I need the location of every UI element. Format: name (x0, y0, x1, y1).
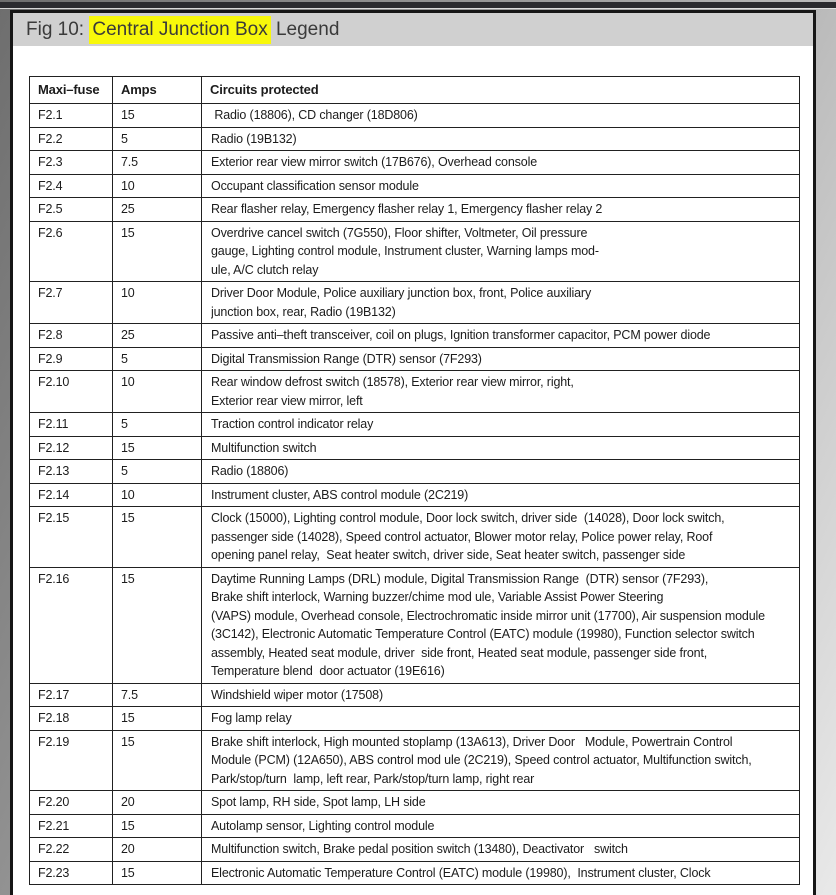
circuits-cell (202, 151, 800, 175)
circuits-cell (202, 838, 800, 862)
circuit-line: Fog lamp relay (211, 711, 292, 725)
amps-cell: 7.5 (113, 151, 202, 175)
fuse-cell: F2.14 (30, 483, 113, 507)
table-row (30, 413, 800, 437)
circuits-cell (202, 507, 800, 568)
fuse-cell: F2.23 (30, 861, 113, 885)
circuit-line: Park/stop/turn lamp, left rear, Park/stop/turn lamp, right rear (211, 771, 535, 786)
fuse-cell: F2.13 (30, 460, 113, 484)
table-row (30, 127, 800, 151)
circuits-cell (202, 282, 800, 324)
circuits-cell (202, 198, 800, 222)
fuse-cell: F2.22 (30, 838, 113, 862)
amps-cell: 15 (113, 436, 202, 460)
table-row (30, 151, 800, 175)
amps-cell: 15 (113, 730, 202, 791)
table-row (30, 104, 800, 128)
table-row (30, 371, 800, 413)
circuit-line: (3C142), Electronic Automatic Temperature Control (EATC) module (19980), Function selector switch (211, 627, 755, 641)
table-row (30, 436, 800, 460)
circuit-line: Occupant classification sensor module (211, 178, 419, 193)
fuse-cell: F2.4 (30, 174, 113, 198)
circuit-line: Instrument cluster, ABS control module (2C219) (211, 487, 469, 502)
fuse-cell: F2.7 (30, 282, 113, 324)
fuse-cell: F2.17 (30, 683, 113, 707)
circuit-line: Brake shift interlock, Warning buzzer/chime mod ule, Variable Assist Power Steering (211, 590, 664, 604)
table-row (30, 567, 800, 683)
table-row (30, 507, 800, 568)
amps-cell: 20 (113, 838, 202, 862)
figure-caption-highlight: Central Junction Box (89, 16, 270, 44)
table-row (30, 814, 800, 838)
circuits-cell (202, 791, 800, 815)
circuits-cell (202, 127, 800, 151)
fuse-cell: F2.19 (30, 730, 113, 791)
column-header-maxifuse: Maxi–fuse (30, 77, 113, 104)
table-row (30, 324, 800, 348)
amps-cell: 25 (113, 324, 202, 348)
table-row (30, 683, 800, 707)
circuit-line: Temperature blend door actuator (19E616) (211, 664, 445, 678)
fuse-cell: F2.3 (30, 151, 113, 175)
fuse-table-header (30, 77, 800, 104)
column-header-circuits: Circuits protected (202, 77, 800, 104)
circuit-line: passenger side (14028), Speed control actuator, Blower motor relay, Police power relay, Roof (211, 529, 713, 544)
circuits-cell (202, 347, 800, 371)
circuits-cell (202, 814, 800, 838)
circuit-line: Rear flasher relay, Emergency flasher relay 1, Emergency flasher relay 2 (211, 202, 603, 216)
amps-cell: 15 (113, 221, 202, 282)
fuse-table-body (30, 104, 800, 885)
circuit-line: Windshield wiper motor (17508) (211, 687, 383, 702)
fuse-cell: F2.10 (30, 371, 113, 413)
figure-caption-suffix: Legend (270, 18, 340, 40)
amps-cell: 10 (113, 483, 202, 507)
circuit-line: Radio (19B132) (211, 131, 297, 146)
table-row (30, 460, 800, 484)
amps-cell: 10 (113, 282, 202, 324)
circuits-cell (202, 683, 800, 707)
fuse-cell: F2.5 (30, 198, 113, 222)
circuits-cell (202, 707, 800, 731)
circuit-line: Radio (18806), CD changer (18D806) (211, 108, 418, 122)
circuit-line: ule, A/C clutch relay (211, 262, 319, 277)
circuits-cell (202, 324, 800, 348)
circuit-line: Exterior rear view mirror, left (211, 393, 363, 408)
table-row (30, 198, 800, 222)
table-row (30, 174, 800, 198)
circuit-line: Electronic Automatic Temperature Control (EATC) module (19980), Instrument cluster, Clock (211, 865, 711, 880)
circuits-cell (202, 413, 800, 437)
amps-cell: 15 (113, 861, 202, 885)
fuse-cell: F2.2 (30, 127, 113, 151)
circuit-line: Spot lamp, RH side, Spot lamp, LH side (211, 795, 426, 809)
fuse-cell: F2.20 (30, 791, 113, 815)
circuit-line: Traction control indicator relay (211, 417, 374, 431)
circuit-line: Clock (15000), Lighting control module, Door lock switch, driver side (14028), Door lock switch, (211, 511, 725, 525)
fuse-cell: F2.6 (30, 221, 113, 282)
circuit-line: Module (PCM) (12A650), ABS control mod ule (2C219), Speed control actuator, Multifunction switch, (211, 753, 752, 767)
fuse-cell: F2.16 (30, 567, 113, 683)
circuit-line: junction box, rear, Radio (19B132) (211, 304, 396, 319)
circuit-line: Daytime Running Lamps (DRL) module, Digital Transmission Range (DTR) sensor (7F293), (211, 571, 709, 586)
circuit-line: Radio (18806) (211, 464, 289, 478)
fuse-cell: F2.11 (30, 413, 113, 437)
circuit-line: Overdrive cancel switch (7G550), Floor shifter, Voltmeter, Oil pressure (211, 225, 588, 240)
amps-cell: 5 (113, 127, 202, 151)
amps-cell: 20 (113, 791, 202, 815)
column-header-amps: Amps (113, 77, 202, 104)
circuit-line: (VAPS) module, Overhead console, Electrochromatic inside mirror unit (17700), Air suspension module (211, 608, 765, 623)
circuit-line: Autolamp sensor, Lighting control module (211, 818, 435, 833)
fuse-cell: F2.1 (30, 104, 113, 128)
circuits-cell (202, 221, 800, 282)
fuse-cell: F2.8 (30, 324, 113, 348)
amps-cell: 15 (113, 707, 202, 731)
circuits-cell (202, 567, 800, 683)
window-top-bar (0, 2, 836, 8)
document-body (29, 76, 813, 885)
fuse-cell: F2.9 (30, 347, 113, 371)
table-row (30, 861, 800, 885)
figure-caption-bar (13, 13, 813, 46)
circuits-cell (202, 730, 800, 791)
document-page (10, 10, 816, 895)
amps-cell: 15 (113, 104, 202, 128)
circuit-line: Brake shift interlock, High mounted stoplamp (13A613), Driver Door Module, Powertrain Control (211, 734, 733, 749)
amps-cell: 15 (113, 814, 202, 838)
table-row (30, 730, 800, 791)
table-row (30, 483, 800, 507)
circuits-cell (202, 436, 800, 460)
figure-caption-prefix: Fig 10: (26, 18, 90, 40)
circuits-cell (202, 483, 800, 507)
circuit-line: Rear window defrost switch (18578), Exterior rear view mirror, right, (211, 375, 574, 389)
circuits-cell (202, 174, 800, 198)
circuit-line: gauge, Lighting control module, Instrument cluster, Warning lamps mod- (211, 244, 599, 258)
amps-cell: 7.5 (113, 683, 202, 707)
circuit-line: Digital Transmission Range (DTR) sensor (7F293) (211, 351, 482, 366)
amps-cell: 5 (113, 347, 202, 371)
fuse-cell: F2.12 (30, 436, 113, 460)
amps-cell: 15 (113, 567, 202, 683)
circuits-cell (202, 371, 800, 413)
circuit-line: assembly, Heated seat module, driver side front, Heated seat module, passenger side front, (211, 645, 708, 660)
table-row (30, 347, 800, 371)
table-row (30, 221, 800, 282)
table-row (30, 282, 800, 324)
amps-cell: 10 (113, 174, 202, 198)
amps-cell: 5 (113, 460, 202, 484)
circuits-cell (202, 104, 800, 128)
circuit-line: opening panel relay, Seat heater switch, driver side, Seat heater switch, passenger side (211, 548, 686, 562)
circuits-cell (202, 460, 800, 484)
circuit-line: Multifunction switch (211, 440, 317, 455)
fuse-table (29, 76, 800, 885)
table-row (30, 838, 800, 862)
table-row (30, 707, 800, 731)
fuse-cell: F2.21 (30, 814, 113, 838)
fuse-cell: F2.18 (30, 707, 113, 731)
fuse-cell: F2.15 (30, 507, 113, 568)
amps-cell: 10 (113, 371, 202, 413)
amps-cell: 25 (113, 198, 202, 222)
circuit-line: Exterior rear view mirror switch (17B676), Overhead console (211, 155, 537, 169)
circuit-line: Driver Door Module, Police auxiliary junction box, front, Police auxiliary (211, 286, 592, 300)
amps-cell: 5 (113, 413, 202, 437)
table-row (30, 791, 800, 815)
circuits-cell (202, 861, 800, 885)
circuit-line: Multifunction switch, Brake pedal position switch (13480), Deactivator switch (211, 842, 628, 856)
header-row (30, 77, 800, 104)
circuit-line: Passive anti–theft transceiver, coil on plugs, Ignition transformer capacitor, PCM power diode (211, 328, 711, 342)
amps-cell: 15 (113, 507, 202, 568)
